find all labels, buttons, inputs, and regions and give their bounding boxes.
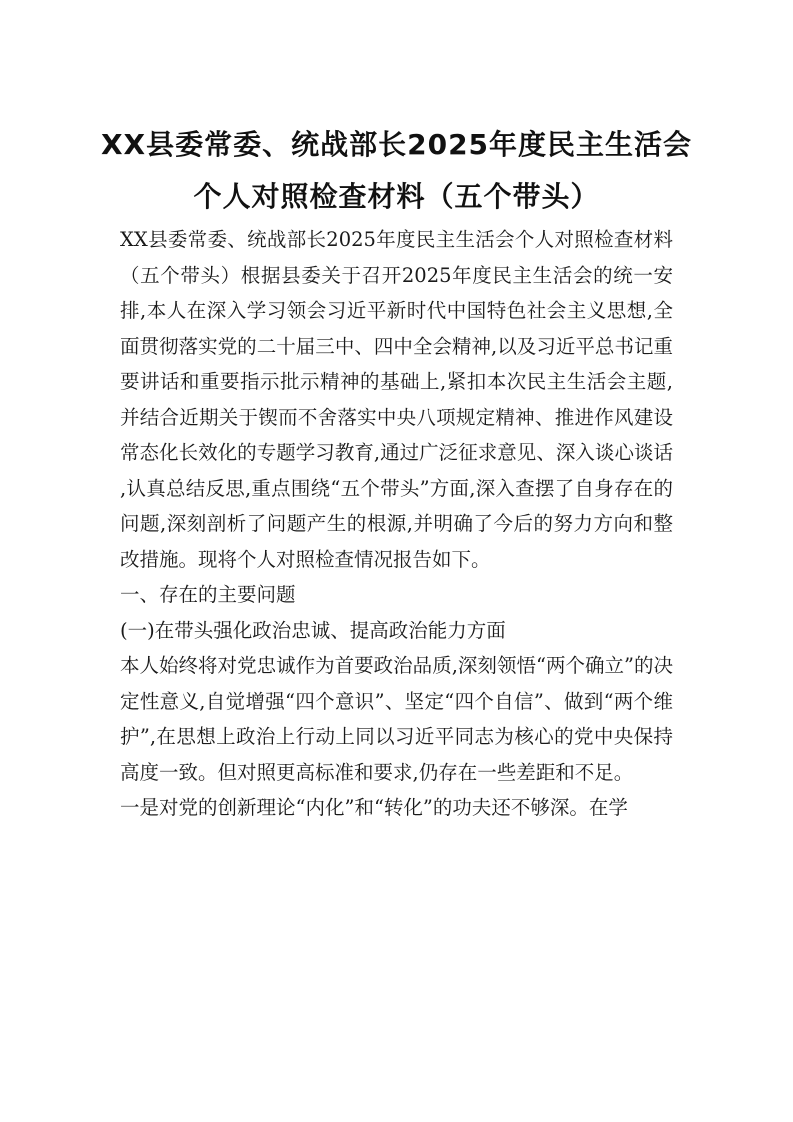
subsection-heading: (一)在带头强化政治忠诚、提高政治能力方面 [120, 618, 506, 642]
document-title: XX县委常委、统战部长2025年度民主生活会个人对照检查材料（五个带头） [100, 128, 693, 213]
section-heading: 一、存在的主要问题 [120, 583, 296, 606]
body-paragraph: 一是对党的创新理论“内化”和“转化”的功夫还不够深。在学 [120, 796, 628, 819]
intro-paragraph: XX县委常委、统战部长2025年度民主生活会个人对照检查材料（五个带头）根据县委关于召开2025年度民主生活会的统一安排,本人在深入学习领会习近平新时代中国特色社会主义思想,全面贯彻落实党的二十届三中、四中全会精神,以及习近平总书记重要讲话和重要指示批示精神的基础上,紧扣本次民主生活会主题,并结合近期关于锲而不舍落实中央八项规定精神、推进作风建设常态化长效化的专题学习教育,通过广泛征求意见、深入谈心谈话,认真总结反思,重点围绕“五个带头”方面,深入查摆了自身存在的问题,深刻剖析了问题产生的根源,并明确了今后的努力方向和整改措施。现将个人对照检查情况报告如下。 [120, 228, 673, 571]
body-paragraph: 本人始终将对党忠诚作为首要政治品质,深刻领悟“两个确立”的决定性意义,自觉增强“四个意识”、坚定“四个自信”、做到“两个维护”,在思想上政治上行动上同以习近平同志为核心的党中央保持高度一致。但对照更高标准和要求,仍存在一些差距和不足。 [120, 654, 673, 784]
document-body [120, 222, 673, 826]
